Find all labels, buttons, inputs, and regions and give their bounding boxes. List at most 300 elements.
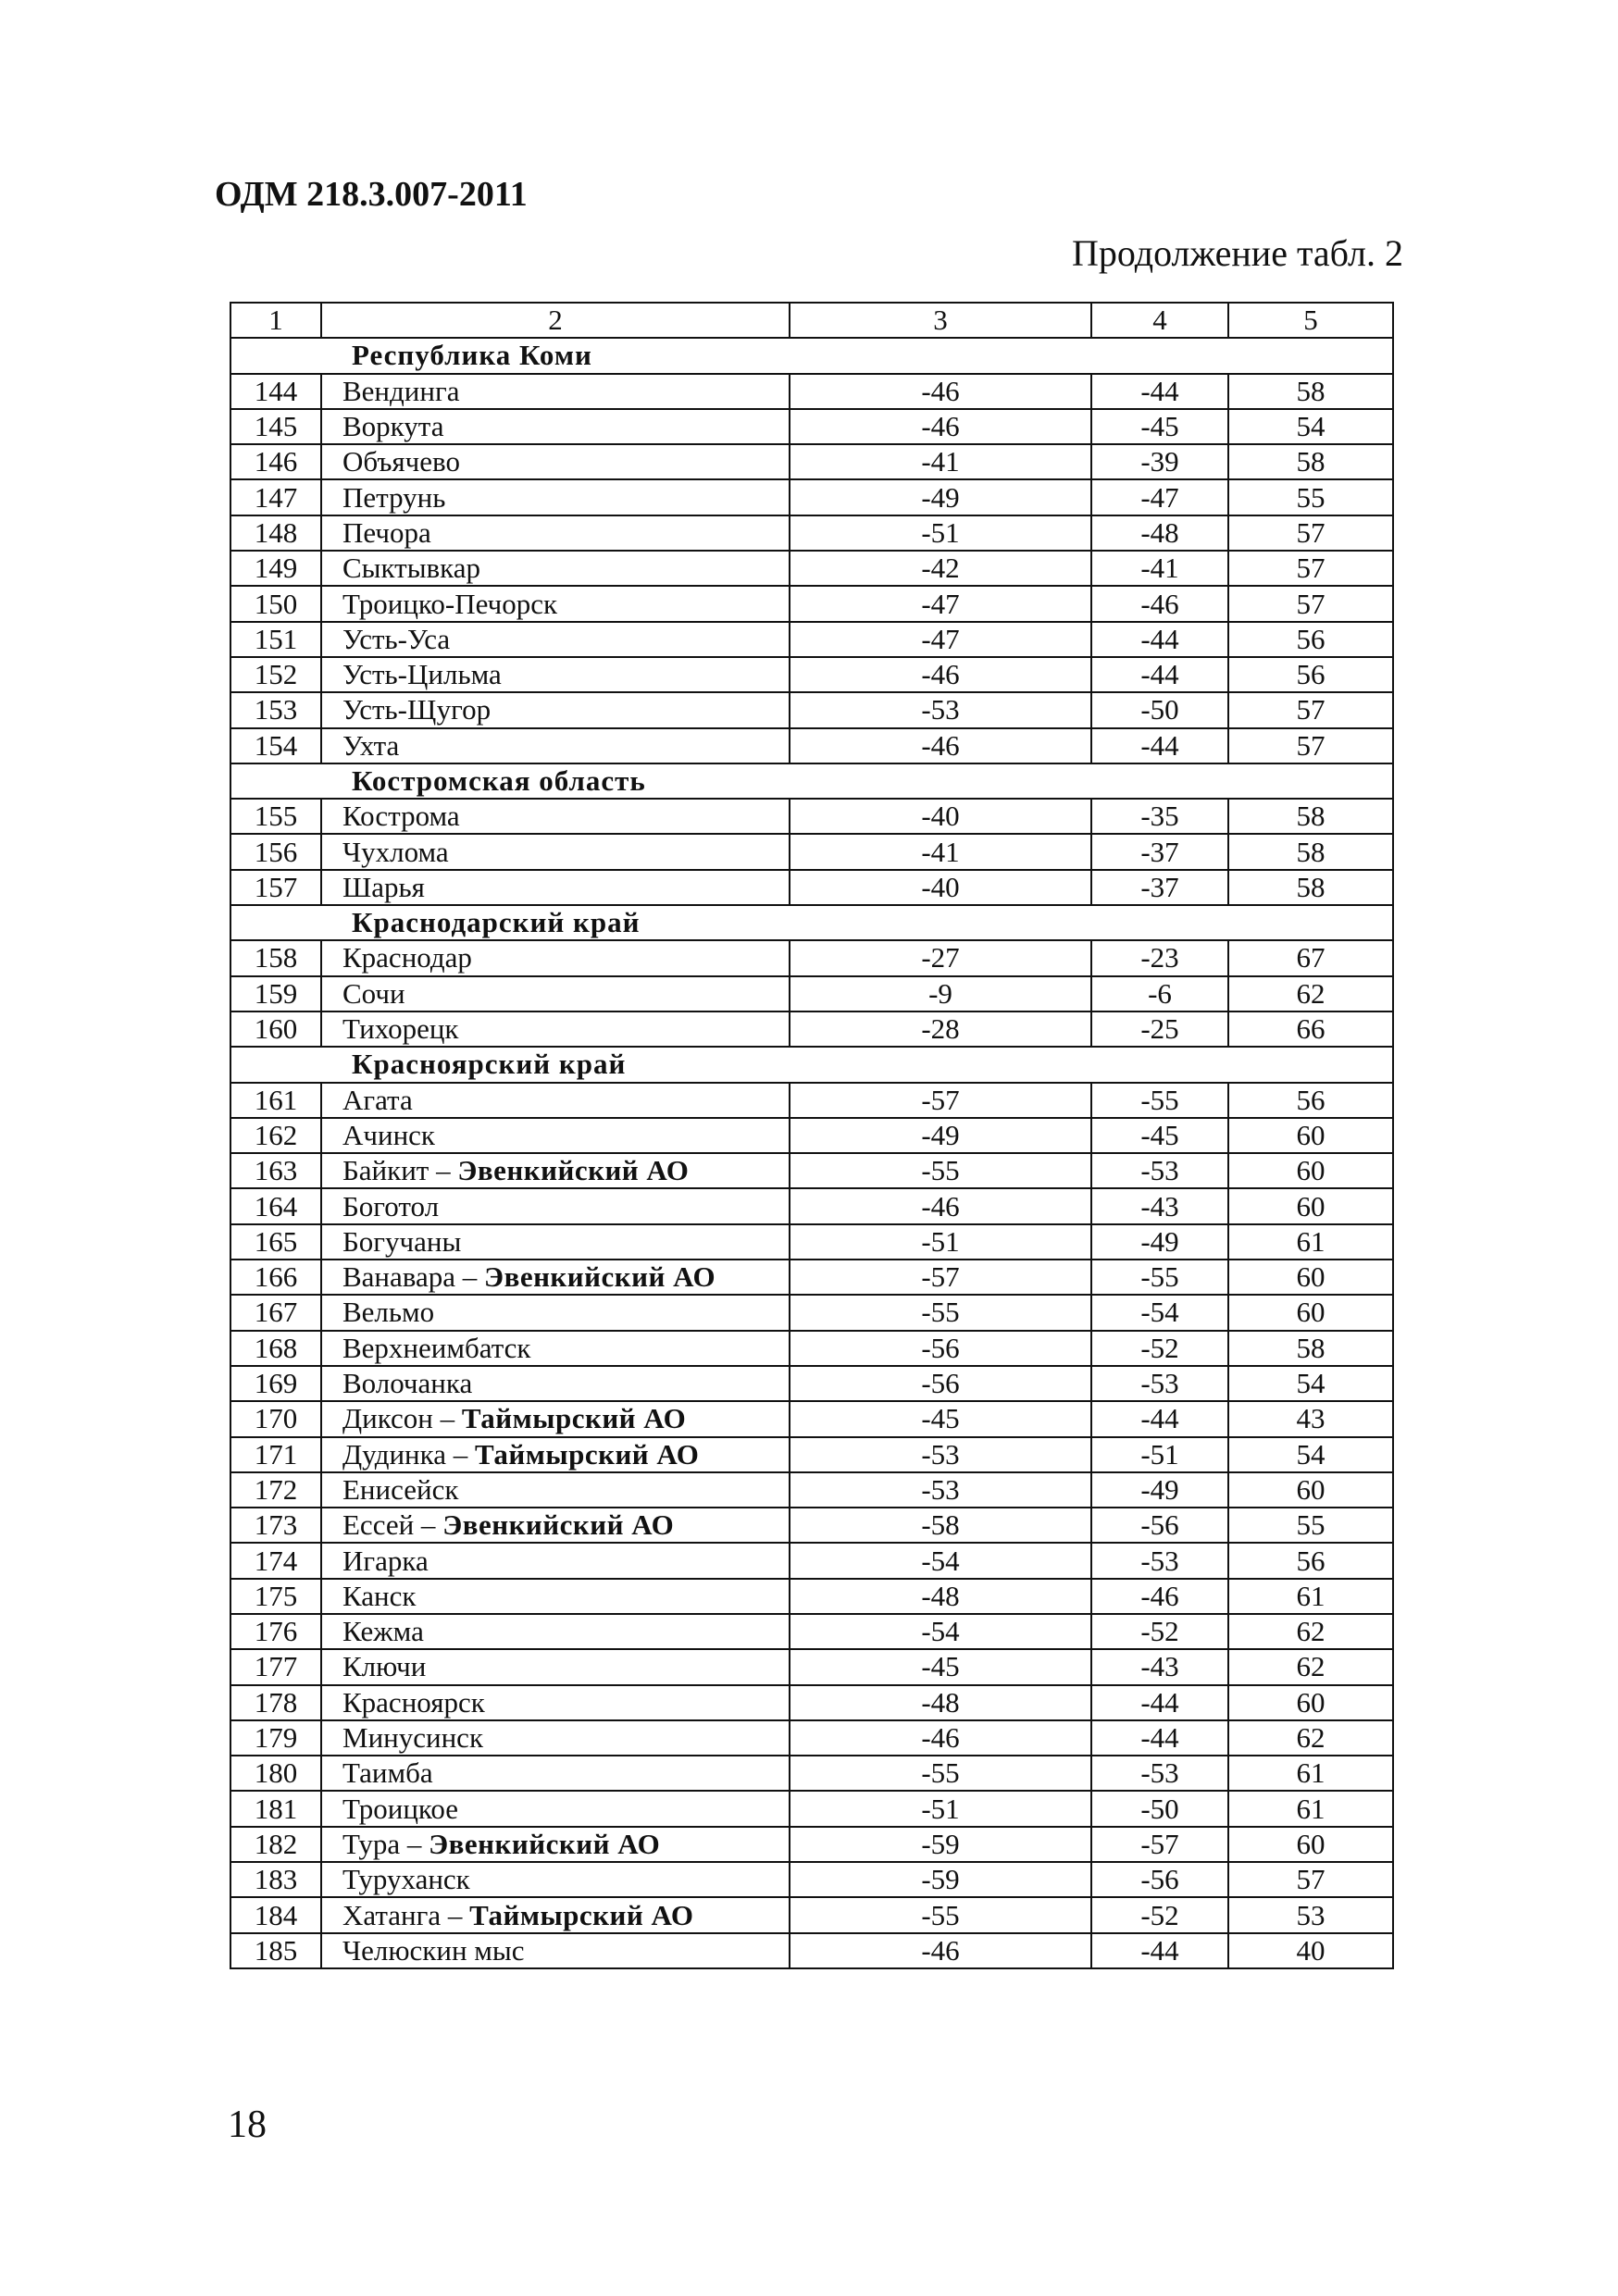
- row-number: 184: [230, 1897, 321, 1932]
- row-number: 149: [230, 551, 321, 586]
- station-name: Троицкое: [342, 1792, 459, 1825]
- value-col5: 60: [1228, 1260, 1393, 1295]
- region-heading: Республика Коми: [230, 338, 1393, 373]
- value-col4: -47: [1091, 479, 1228, 515]
- value-col4: -43: [1091, 1649, 1228, 1684]
- station-name-cell: [321, 1472, 790, 1508]
- station-name-cell: [321, 1685, 790, 1720]
- region-row: [230, 763, 1393, 799]
- row-number: 179: [230, 1720, 321, 1756]
- value-col5: 60: [1228, 1295, 1393, 1330]
- table-row: [230, 1543, 1393, 1578]
- value-col4: -53: [1091, 1153, 1228, 1188]
- station-name-cell: [321, 1366, 790, 1401]
- table-row: [230, 1437, 1393, 1472]
- station-name: Богучаны: [342, 1224, 462, 1258]
- row-number: 147: [230, 479, 321, 515]
- region-heading: Краснодарский край: [230, 905, 1393, 940]
- value-col4: -37: [1091, 834, 1228, 869]
- station-name: Печора: [342, 515, 431, 549]
- station-name-cell: [321, 1331, 790, 1366]
- station-name-cell: [321, 1401, 790, 1436]
- column-header: 3: [790, 303, 1091, 338]
- region-heading: Костромская область: [230, 763, 1393, 799]
- station-name: Тура –: [342, 1827, 429, 1860]
- value-col5: 56: [1228, 1543, 1393, 1578]
- value-col5: 58: [1228, 1331, 1393, 1366]
- station-name-cell: [321, 586, 790, 621]
- row-number: 163: [230, 1153, 321, 1188]
- row-number: 164: [230, 1188, 321, 1223]
- climate-table: [230, 302, 1394, 1969]
- row-number: 146: [230, 444, 321, 479]
- value-col3: -9: [790, 976, 1091, 1011]
- value-col4: -46: [1091, 1579, 1228, 1614]
- table-row: [230, 479, 1393, 515]
- value-col5: 67: [1228, 940, 1393, 975]
- table-row: [230, 1153, 1393, 1188]
- row-number: 168: [230, 1331, 321, 1366]
- row-number: 157: [230, 870, 321, 905]
- value-col4: -44: [1091, 1401, 1228, 1436]
- document-code: ОДМ 218.3.007-2011: [215, 175, 528, 214]
- value-col3: -45: [790, 1401, 1091, 1436]
- table-row: [230, 409, 1393, 444]
- value-col4: -44: [1091, 728, 1228, 763]
- value-col4: -54: [1091, 1295, 1228, 1330]
- value-col5: 62: [1228, 1720, 1393, 1756]
- station-name: Игарка: [342, 1544, 429, 1577]
- station-name-cell: [321, 692, 790, 727]
- value-col3: -45: [790, 1649, 1091, 1684]
- value-col5: 66: [1228, 1011, 1393, 1047]
- value-col5: 62: [1228, 1649, 1393, 1684]
- value-col5: 60: [1228, 1188, 1393, 1223]
- table-row: [230, 1897, 1393, 1932]
- station-name: Вендинга: [342, 374, 460, 407]
- row-number: 175: [230, 1579, 321, 1614]
- row-number: 148: [230, 515, 321, 551]
- value-col3: -46: [790, 1720, 1091, 1756]
- station-name: Ключи: [342, 1650, 427, 1683]
- value-col3: -58: [790, 1508, 1091, 1543]
- station-name: Ванавара –: [342, 1260, 485, 1294]
- value-col3: -56: [790, 1331, 1091, 1366]
- station-name: Петрунь: [342, 480, 446, 514]
- row-number: 169: [230, 1366, 321, 1401]
- value-col4: -55: [1091, 1260, 1228, 1295]
- value-col4: -49: [1091, 1224, 1228, 1260]
- table-row: [230, 834, 1393, 869]
- value-col3: -55: [790, 1756, 1091, 1791]
- value-col3: -46: [790, 409, 1091, 444]
- table-row: [230, 1366, 1393, 1401]
- table-body: [230, 303, 1393, 1968]
- row-number: 155: [230, 799, 321, 834]
- station-name-cell: [321, 1508, 790, 1543]
- value-col3: -57: [790, 1083, 1091, 1118]
- value-col3: -41: [790, 834, 1091, 869]
- value-col4: -45: [1091, 409, 1228, 444]
- station-name: Енисейск: [342, 1472, 459, 1506]
- table-row: [230, 374, 1393, 409]
- column-header: 4: [1091, 303, 1228, 338]
- table-row: [230, 1579, 1393, 1614]
- station-name-cell: [321, 1720, 790, 1756]
- table-row: [230, 692, 1393, 727]
- row-number: 171: [230, 1437, 321, 1472]
- value-col3: -40: [790, 799, 1091, 834]
- region-row: [230, 905, 1393, 940]
- row-number: 144: [230, 374, 321, 409]
- station-name: Верхнеимбатск: [342, 1331, 531, 1364]
- value-col5: 61: [1228, 1579, 1393, 1614]
- station-name: Шарья: [342, 870, 425, 903]
- column-header: 2: [321, 303, 790, 338]
- value-col3: -27: [790, 940, 1091, 975]
- value-col4: -50: [1091, 692, 1228, 727]
- station-name-cell: [321, 1011, 790, 1047]
- station-name-cell: [321, 1083, 790, 1118]
- value-col3: -53: [790, 1472, 1091, 1508]
- value-col4: -39: [1091, 444, 1228, 479]
- station-name: Объячево: [342, 445, 460, 478]
- station-name-cell: [321, 1579, 790, 1614]
- table-row: [230, 728, 1393, 763]
- value-col5: 61: [1228, 1756, 1393, 1791]
- station-name: Таимба: [342, 1756, 433, 1790]
- column-header: 5: [1228, 303, 1393, 338]
- station-name: Краснодар: [342, 941, 472, 974]
- table-row: [230, 1295, 1393, 1330]
- station-name: Сыктывкар: [342, 552, 481, 585]
- value-col4: -25: [1091, 1011, 1228, 1047]
- station-name: Усть-Цильма: [342, 658, 502, 691]
- value-col5: 62: [1228, 1614, 1393, 1649]
- value-col5: 57: [1228, 551, 1393, 586]
- value-col4: -53: [1091, 1756, 1228, 1791]
- station-name-cell: [321, 834, 790, 869]
- row-number: 158: [230, 940, 321, 975]
- table-row: [230, 870, 1393, 905]
- row-number: 167: [230, 1295, 321, 1330]
- value-col3: -51: [790, 1224, 1091, 1260]
- value-col4: -56: [1091, 1508, 1228, 1543]
- station-name-cell: [321, 940, 790, 975]
- station-name: Тихорецк: [342, 1012, 459, 1046]
- station-name-cell: [321, 728, 790, 763]
- row-number: 170: [230, 1401, 321, 1436]
- value-col5: 61: [1228, 1791, 1393, 1826]
- station-name: Ессей –: [342, 1508, 443, 1542]
- value-col5: 53: [1228, 1897, 1393, 1932]
- station-name: Байкит –: [342, 1154, 458, 1187]
- table-row: [230, 1224, 1393, 1260]
- row-number: 152: [230, 657, 321, 692]
- station-name: Воркута: [342, 410, 444, 443]
- value-col4: -44: [1091, 1933, 1228, 1968]
- table-row: [230, 799, 1393, 834]
- row-number: 154: [230, 728, 321, 763]
- station-name-cell: [321, 1260, 790, 1295]
- value-col3: -49: [790, 479, 1091, 515]
- value-col4: -52: [1091, 1331, 1228, 1366]
- value-col5: 43: [1228, 1401, 1393, 1436]
- row-number: 166: [230, 1260, 321, 1295]
- value-col3: -48: [790, 1579, 1091, 1614]
- row-number: 150: [230, 586, 321, 621]
- district-suffix: Таймырский АО: [461, 1402, 687, 1435]
- region-heading: Красноярский край: [230, 1047, 1393, 1082]
- station-name-cell: [321, 1437, 790, 1472]
- table-row: [230, 1401, 1393, 1436]
- station-name: Дудинка –: [342, 1437, 475, 1471]
- page-number: 18: [228, 2104, 267, 2146]
- table-row: [230, 444, 1393, 479]
- station-name-cell: [321, 479, 790, 515]
- value-col4: -50: [1091, 1791, 1228, 1826]
- row-number: 165: [230, 1224, 321, 1260]
- value-col5: 58: [1228, 374, 1393, 409]
- value-col3: -55: [790, 1295, 1091, 1330]
- value-col5: 54: [1228, 1437, 1393, 1472]
- value-col4: -23: [1091, 940, 1228, 975]
- value-col3: -56: [790, 1366, 1091, 1401]
- value-col3: -46: [790, 728, 1091, 763]
- value-col5: 54: [1228, 1366, 1393, 1401]
- value-col4: -53: [1091, 1543, 1228, 1578]
- station-name: Ачинск: [342, 1118, 435, 1151]
- station-name: Чухлома: [342, 835, 449, 868]
- station-name: Красноярск: [342, 1685, 485, 1719]
- station-name-cell: [321, 1862, 790, 1897]
- row-number: 161: [230, 1083, 321, 1118]
- row-number: 178: [230, 1685, 321, 1720]
- row-number: 176: [230, 1614, 321, 1649]
- row-number: 185: [230, 1933, 321, 1968]
- row-number: 173: [230, 1508, 321, 1543]
- station-name-cell: [321, 1933, 790, 1968]
- region-row: [230, 338, 1393, 373]
- row-number: 180: [230, 1756, 321, 1791]
- station-name: Сочи: [342, 976, 405, 1010]
- value-col3: -48: [790, 1685, 1091, 1720]
- table-row: [230, 1756, 1393, 1791]
- district-suffix: Эвенкийский АО: [457, 1154, 690, 1187]
- value-col3: -49: [790, 1118, 1091, 1153]
- row-number: 160: [230, 1011, 321, 1047]
- value-col5: 56: [1228, 1083, 1393, 1118]
- station-name: Туруханск: [342, 1863, 470, 1896]
- value-col4: -52: [1091, 1614, 1228, 1649]
- value-col5: 40: [1228, 1933, 1393, 1968]
- value-col5: 58: [1228, 444, 1393, 479]
- table-row: [230, 976, 1393, 1011]
- value-col4: -43: [1091, 1188, 1228, 1223]
- value-col4: -53: [1091, 1366, 1228, 1401]
- station-name-cell: [321, 622, 790, 657]
- row-number: 182: [230, 1827, 321, 1862]
- table-row: [230, 940, 1393, 975]
- station-name: Усть-Уса: [342, 622, 451, 655]
- value-col5: 58: [1228, 799, 1393, 834]
- value-col5: 58: [1228, 834, 1393, 869]
- table-row: [230, 657, 1393, 692]
- value-col3: -55: [790, 1897, 1091, 1932]
- row-number: 183: [230, 1862, 321, 1897]
- station-name-cell: [321, 1614, 790, 1649]
- value-col4: -37: [1091, 870, 1228, 905]
- station-name: Волочанка: [342, 1367, 473, 1400]
- table-row: [230, 1614, 1393, 1649]
- value-col5: 60: [1228, 1827, 1393, 1862]
- value-col4: -51: [1091, 1437, 1228, 1472]
- row-number: 153: [230, 692, 321, 727]
- table-row: [230, 1933, 1393, 1968]
- station-name-cell: [321, 870, 790, 905]
- table-row: [230, 1331, 1393, 1366]
- value-col4: -44: [1091, 1685, 1228, 1720]
- row-number: 172: [230, 1472, 321, 1508]
- station-name: Ухта: [342, 728, 400, 762]
- value-col3: -47: [790, 622, 1091, 657]
- value-col3: -40: [790, 870, 1091, 905]
- value-col5: 60: [1228, 1685, 1393, 1720]
- value-col3: -28: [790, 1011, 1091, 1047]
- table-row: [230, 1649, 1393, 1684]
- table-row: [230, 1508, 1393, 1543]
- station-name-cell: [321, 1649, 790, 1684]
- value-col3: -41: [790, 444, 1091, 479]
- table-row: [230, 1083, 1393, 1118]
- station-name: Троицко-Печорск: [342, 587, 558, 620]
- value-col4: -57: [1091, 1827, 1228, 1862]
- station-name-cell: [321, 1827, 790, 1862]
- row-number: 156: [230, 834, 321, 869]
- value-col5: 60: [1228, 1153, 1393, 1188]
- value-col3: -59: [790, 1862, 1091, 1897]
- value-col3: -53: [790, 1437, 1091, 1472]
- district-suffix: Эвенкийский АО: [429, 1827, 661, 1860]
- row-number: 145: [230, 409, 321, 444]
- station-name-cell: [321, 1897, 790, 1932]
- station-name-cell: [321, 1756, 790, 1791]
- value-col4: -46: [1091, 586, 1228, 621]
- row-number: 181: [230, 1791, 321, 1826]
- value-col4: -44: [1091, 374, 1228, 409]
- value-col5: 56: [1228, 657, 1393, 692]
- station-name: Вельмо: [342, 1296, 435, 1329]
- value-col5: 61: [1228, 1224, 1393, 1260]
- table-row: [230, 1720, 1393, 1756]
- row-number: 159: [230, 976, 321, 1011]
- station-name-cell: [321, 1153, 790, 1188]
- value-col4: -49: [1091, 1472, 1228, 1508]
- station-name-cell: [321, 374, 790, 409]
- value-col4: -56: [1091, 1862, 1228, 1897]
- station-name: Минусинск: [342, 1721, 484, 1755]
- row-number: 162: [230, 1118, 321, 1153]
- column-header: 1: [230, 303, 321, 338]
- value-col3: -46: [790, 1933, 1091, 1968]
- value-col4: -45: [1091, 1118, 1228, 1153]
- value-col3: -51: [790, 1791, 1091, 1826]
- value-col4: -44: [1091, 622, 1228, 657]
- station-name: Усть-Щугор: [342, 693, 492, 726]
- row-number: 177: [230, 1649, 321, 1684]
- station-name-cell: [321, 657, 790, 692]
- value-col3: -47: [790, 586, 1091, 621]
- value-col5: 57: [1228, 586, 1393, 621]
- value-col4: -55: [1091, 1083, 1228, 1118]
- value-col5: 56: [1228, 622, 1393, 657]
- value-col4: -48: [1091, 515, 1228, 551]
- value-col3: -51: [790, 515, 1091, 551]
- station-name: Канск: [342, 1579, 417, 1612]
- table-row: [230, 1685, 1393, 1720]
- row-number: 151: [230, 622, 321, 657]
- value-col5: 57: [1228, 692, 1393, 727]
- value-col4: -35: [1091, 799, 1228, 834]
- station-name-cell: [321, 1295, 790, 1330]
- district-suffix: Таймырский АО: [469, 1898, 694, 1931]
- district-suffix: Эвенкийский АО: [442, 1508, 675, 1542]
- value-col5: 54: [1228, 409, 1393, 444]
- value-col4: -41: [1091, 551, 1228, 586]
- station-name-cell: [321, 1791, 790, 1826]
- value-col5: 58: [1228, 870, 1393, 905]
- row-number: 174: [230, 1543, 321, 1578]
- table-row: [230, 1791, 1393, 1826]
- region-row: [230, 1047, 1393, 1082]
- value-col3: -46: [790, 657, 1091, 692]
- value-col5: 57: [1228, 1862, 1393, 1897]
- value-col4: -52: [1091, 1897, 1228, 1932]
- value-col4: -6: [1091, 976, 1228, 1011]
- station-name: Кежма: [342, 1615, 424, 1648]
- value-col3: -54: [790, 1543, 1091, 1578]
- district-suffix: Таймырский АО: [475, 1437, 700, 1471]
- value-col3: -42: [790, 551, 1091, 586]
- station-name-cell: [321, 551, 790, 586]
- value-col3: -53: [790, 692, 1091, 727]
- value-col4: -44: [1091, 1720, 1228, 1756]
- table-continuation-caption: Продолжение табл. 2: [1072, 232, 1403, 274]
- station-name: Боготол: [342, 1189, 440, 1222]
- value-col5: 60: [1228, 1118, 1393, 1153]
- table-row: [230, 551, 1393, 586]
- station-name-cell: [321, 515, 790, 551]
- station-name-cell: [321, 444, 790, 479]
- value-col3: -46: [790, 374, 1091, 409]
- station-name: Кострома: [342, 800, 460, 833]
- station-name: Челюскин мыс: [342, 1933, 525, 1967]
- station-name-cell: [321, 976, 790, 1011]
- table-row: [230, 515, 1393, 551]
- station-name: Агата: [342, 1083, 413, 1116]
- station-name-cell: [321, 799, 790, 834]
- value-col3: -59: [790, 1827, 1091, 1862]
- value-col3: -54: [790, 1614, 1091, 1649]
- table-row: [230, 1188, 1393, 1223]
- value-col3: -55: [790, 1153, 1091, 1188]
- value-col3: -46: [790, 1188, 1091, 1223]
- station-name-cell: [321, 1543, 790, 1578]
- station-name-cell: [321, 1188, 790, 1223]
- table-row: [230, 1472, 1393, 1508]
- station-name: Хатанга –: [342, 1898, 470, 1931]
- header-row: [230, 303, 1393, 338]
